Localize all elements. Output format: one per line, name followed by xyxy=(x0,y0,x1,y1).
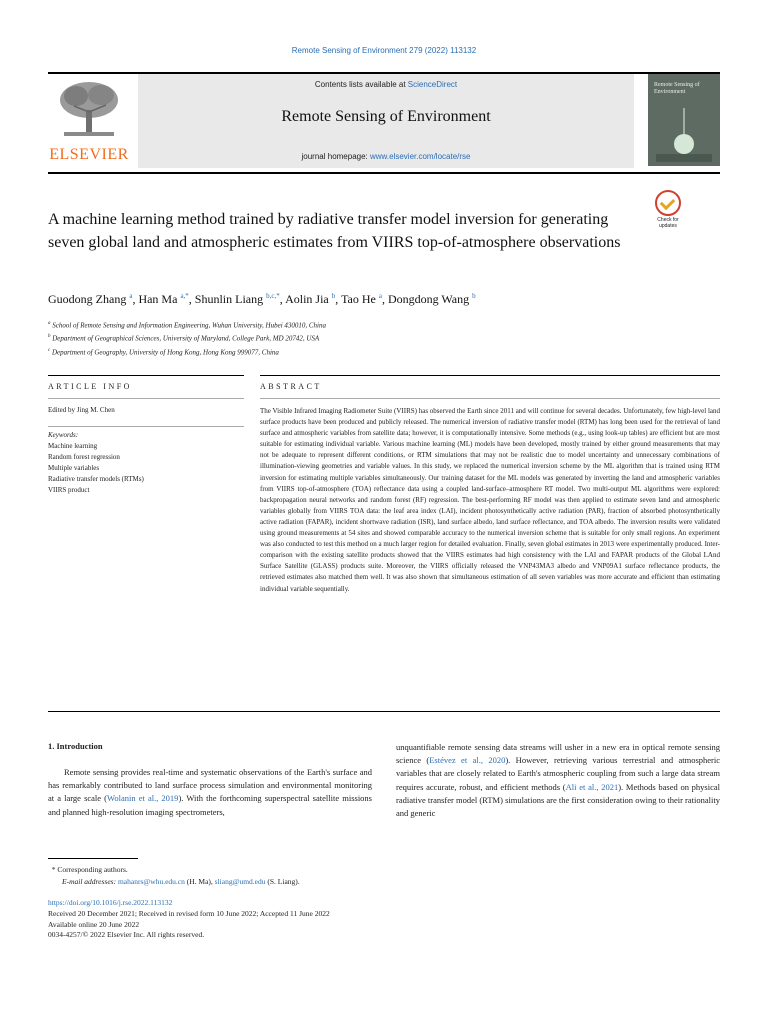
author-affiliation-mark[interactable]: b,c,* xyxy=(266,292,280,300)
affiliation-key: b xyxy=(48,334,51,340)
email-note xyxy=(48,876,708,888)
author-affiliation-mark[interactable]: a xyxy=(129,292,133,300)
publication-info xyxy=(48,898,708,941)
keyword-item: Multiple variables xyxy=(48,464,100,472)
keyword-item: Machine learning xyxy=(48,442,98,450)
elsevier-logo xyxy=(48,76,130,168)
elsevier-tree-icon xyxy=(56,78,122,142)
section-heading: 1. Introduction xyxy=(48,741,103,751)
affiliation-item xyxy=(48,331,668,344)
email-owner: (H. Ma), xyxy=(184,877,215,886)
intro-text: Remote sensing provides real-time and systematic observations of the Earth's surface and has remarkably contributed to land surface process simulation and environmental monitoring at a large scale ( xyxy=(48,767,372,804)
sciencedirect-link[interactable]: ScienceDirect xyxy=(407,80,458,89)
intro-paragraph xyxy=(396,741,720,820)
homepage-line xyxy=(138,152,634,161)
journal-citation-link[interactable]: Remote Sensing of Environment 279 (2022) 113132 xyxy=(291,46,477,55)
email-owner: (S. Liang). xyxy=(265,877,300,886)
corresponding-note: * Corresponding authors. xyxy=(48,865,128,874)
cover-title: Remote Sensing of Environment xyxy=(654,82,700,95)
author-affiliation-mark[interactable]: a xyxy=(378,292,382,300)
divider xyxy=(48,711,720,712)
journal-name: Remote Sensing of Environment xyxy=(281,108,491,125)
divider xyxy=(260,398,720,399)
author-affiliation-mark[interactable]: a,* xyxy=(180,292,189,300)
homepage-prefix: journal homepage: xyxy=(301,152,370,161)
contents-prefix: Contents lists available at xyxy=(314,80,408,89)
affiliation-item xyxy=(48,345,668,358)
author-name[interactable]: Dongdong Wang xyxy=(387,292,470,306)
keyword-item: Radiative transfer models (RTMs) xyxy=(48,475,144,483)
intro-paragraph xyxy=(48,766,372,819)
journal-info-box xyxy=(138,74,634,168)
copyright: 0034-4257/© 2022 Elsevier Inc. All rights reserved. xyxy=(48,930,205,940)
keyword-item: Random forest regression xyxy=(48,453,120,461)
footnotes xyxy=(48,864,708,888)
footnote-divider xyxy=(48,858,138,859)
affiliation-text: Department of Geography, University of Hong Kong, Hong Kong 999077, China xyxy=(51,347,279,356)
author-name[interactable]: Guodong Zhang xyxy=(48,292,127,306)
check-updates-label: Check for updates xyxy=(657,217,679,229)
author-affiliation-mark[interactable]: b xyxy=(331,292,336,300)
corresponding-text: Corresponding authors. xyxy=(57,865,128,874)
keyword-list xyxy=(48,441,144,496)
journal-homepage-link[interactable]: www.elsevier.com/locate/rse xyxy=(370,152,471,161)
intro-text: ). Methods based on physical radiative transfer model (RTM) simulations are the first consideration owing to their rationality and generic xyxy=(396,781,721,819)
journal-cover-image[interactable] xyxy=(648,74,720,166)
author-name[interactable]: Tao He xyxy=(341,292,376,306)
cover-illustration xyxy=(656,104,712,162)
author-affiliation-mark[interactable]: b xyxy=(472,292,476,300)
article-info-heading: ARTICLE INFO xyxy=(48,382,132,391)
author-name[interactable]: Aolin Jia xyxy=(285,292,329,306)
intro-text: ). However, retrieving various terrestrial and atmospheric variables that are closely related to Earth's atmospheric coupling from such a large data stream requires accurate, robust, and efficient methods ( xyxy=(396,755,720,792)
divider xyxy=(48,375,244,376)
author-name[interactable]: Shunlin Liang xyxy=(194,292,264,306)
check-for-updates-badge[interactable] xyxy=(650,190,686,234)
citation-link[interactable]: Wolanin et al., 2019 xyxy=(107,793,179,804)
divider xyxy=(260,375,720,376)
received-dates: Received 20 December 2021; Received in revised form 10 June 2022; Accepted 11 June 2022 xyxy=(48,908,330,918)
affiliation-list xyxy=(48,318,668,358)
intro-text: ). With the forthcoming superspectral satellite missions and planned high-resolution imaging spectrometers, xyxy=(48,793,372,817)
intro-text: unquantifiable remote sensing data streams will usher in a new era in optical remote sensing science ( xyxy=(396,742,720,766)
affiliation-text: Department of Geographical Sciences, University of Maryland, College Park, MD 20742, USA xyxy=(52,334,320,343)
check-updates-icon xyxy=(655,190,681,216)
contents-line xyxy=(138,80,634,89)
divider xyxy=(48,398,244,399)
citation-link[interactable]: Ali et al., 2021 xyxy=(565,781,619,792)
abstract-text: The Visible Infrared Imaging Radiometer Suite (VIIRS) has observed the Earth since 2011 and will continue for several decades. Unfortunately, few high-level land surface products have been produced and publicly released. The numerical inversion of radiative transfer model (RTM) has long been used for the retrieval of land surface and atmospheric variables from satellite data; however, it is computationally intensive. Some methods (e.g., using look-up tables) are efficient but are most suitable for estimating individual variable. Various machine learning (ML) models have been developed, mostly trained by either ground measurements that may not be adequate to represent different conditions, or RTM simulations that may not be realistic due to model uncertainty and unnecessary combinations of illumination-viewing geometries and variable values. In this study, we replaced the numerical inversion scheme by the ML algorithm that is trained using RTM inversion for estimating multiple variables simultaneously. Our training dataset for the ML models was generated by inverting the land and atmospheric variables from VIIRS top-of-atmosphere (TOA) reflectance data using a coupled land-surface–atmosphere RT model. Two multi-output ML algorithms were explored: backpropagation neural networks and random forest (RF) regression. The best-performing RF model was then applied to estimate seven land and atmospheric variables globally from VIIRS TOA data: the leaf area index (LAI), incident photosynthetically active radiation (PAR), fraction of absorbed photosynthetically active radiation (FAPAR), incident shortwave radiation (ISR), land surface albedo, land surface reflectance, and TOA albedo. The inversion results were validated using ground measurements at 54 sites and showed comparable accuracy to the numerical inversion scheme that is suitable for only small regions. An experiment was also conducted to test this method on a much larger region for detailed evaluation. Finally, seven global estimates in 2013 were experimentally produced. Inter-comparison with the existing satellite products showed that the VIIRS estimates had high consistency with the LAI and FAPAR products of the Global LAnd Surface Satellite (GLASS) products suite. Moreover, the VIIRS officially released the VNP43MA3 albedo and VNP09A1 surface reflectance products, the retrieved estimates also matched them well. It was also shown that simultaneous estimation of all seven variables was more accurate and efficient than estimating individual variable sequentially. xyxy=(260,407,720,593)
doi-link[interactable]: https://doi.org/10.1016/j.rse.2022.113132 xyxy=(48,898,173,907)
keywords-heading: Keywords: xyxy=(48,431,79,439)
affiliation-text: School of Remote Sensing and Information Engineering, Wuhan University, Hubei 430010, China xyxy=(52,321,326,330)
email-label: E-mail addresses: xyxy=(62,877,118,886)
edited-by: Edited by Jing M. Chen xyxy=(48,406,115,414)
author-list: Guodong Zhang $^a$, Han Ma $^{a,*}$, Shunlin Liang $^{b,c,*}$, Aolin Jia $^b$, Tao He $^a$, Dongdong Wang $^b$ xyxy=(48,292,476,306)
elsevier-wordmark: ELSEVIER xyxy=(49,146,129,163)
citation-link[interactable]: Estévez et al., 2020 xyxy=(429,755,506,766)
email-link[interactable]: sliang@umd.edu xyxy=(214,877,266,886)
keyword-item: VIIRS product xyxy=(48,486,90,494)
article-title: A machine learning method trained by radiative transfer model inversion for generating seven global land and atmospheric estimates from VIIRS top-of-atmosphere observations xyxy=(48,211,621,251)
affiliation-key: a xyxy=(48,321,51,326)
divider xyxy=(48,426,244,427)
available-date: Available online 20 June 2022 xyxy=(48,919,140,929)
author-name[interactable]: Han Ma xyxy=(138,292,178,306)
affiliation-item xyxy=(48,318,668,331)
affiliation-key: c xyxy=(48,347,51,353)
email-link[interactable]: mahanrs@whu.edu.cn xyxy=(117,877,185,886)
abstract-heading: ABSTRACT xyxy=(260,382,322,391)
